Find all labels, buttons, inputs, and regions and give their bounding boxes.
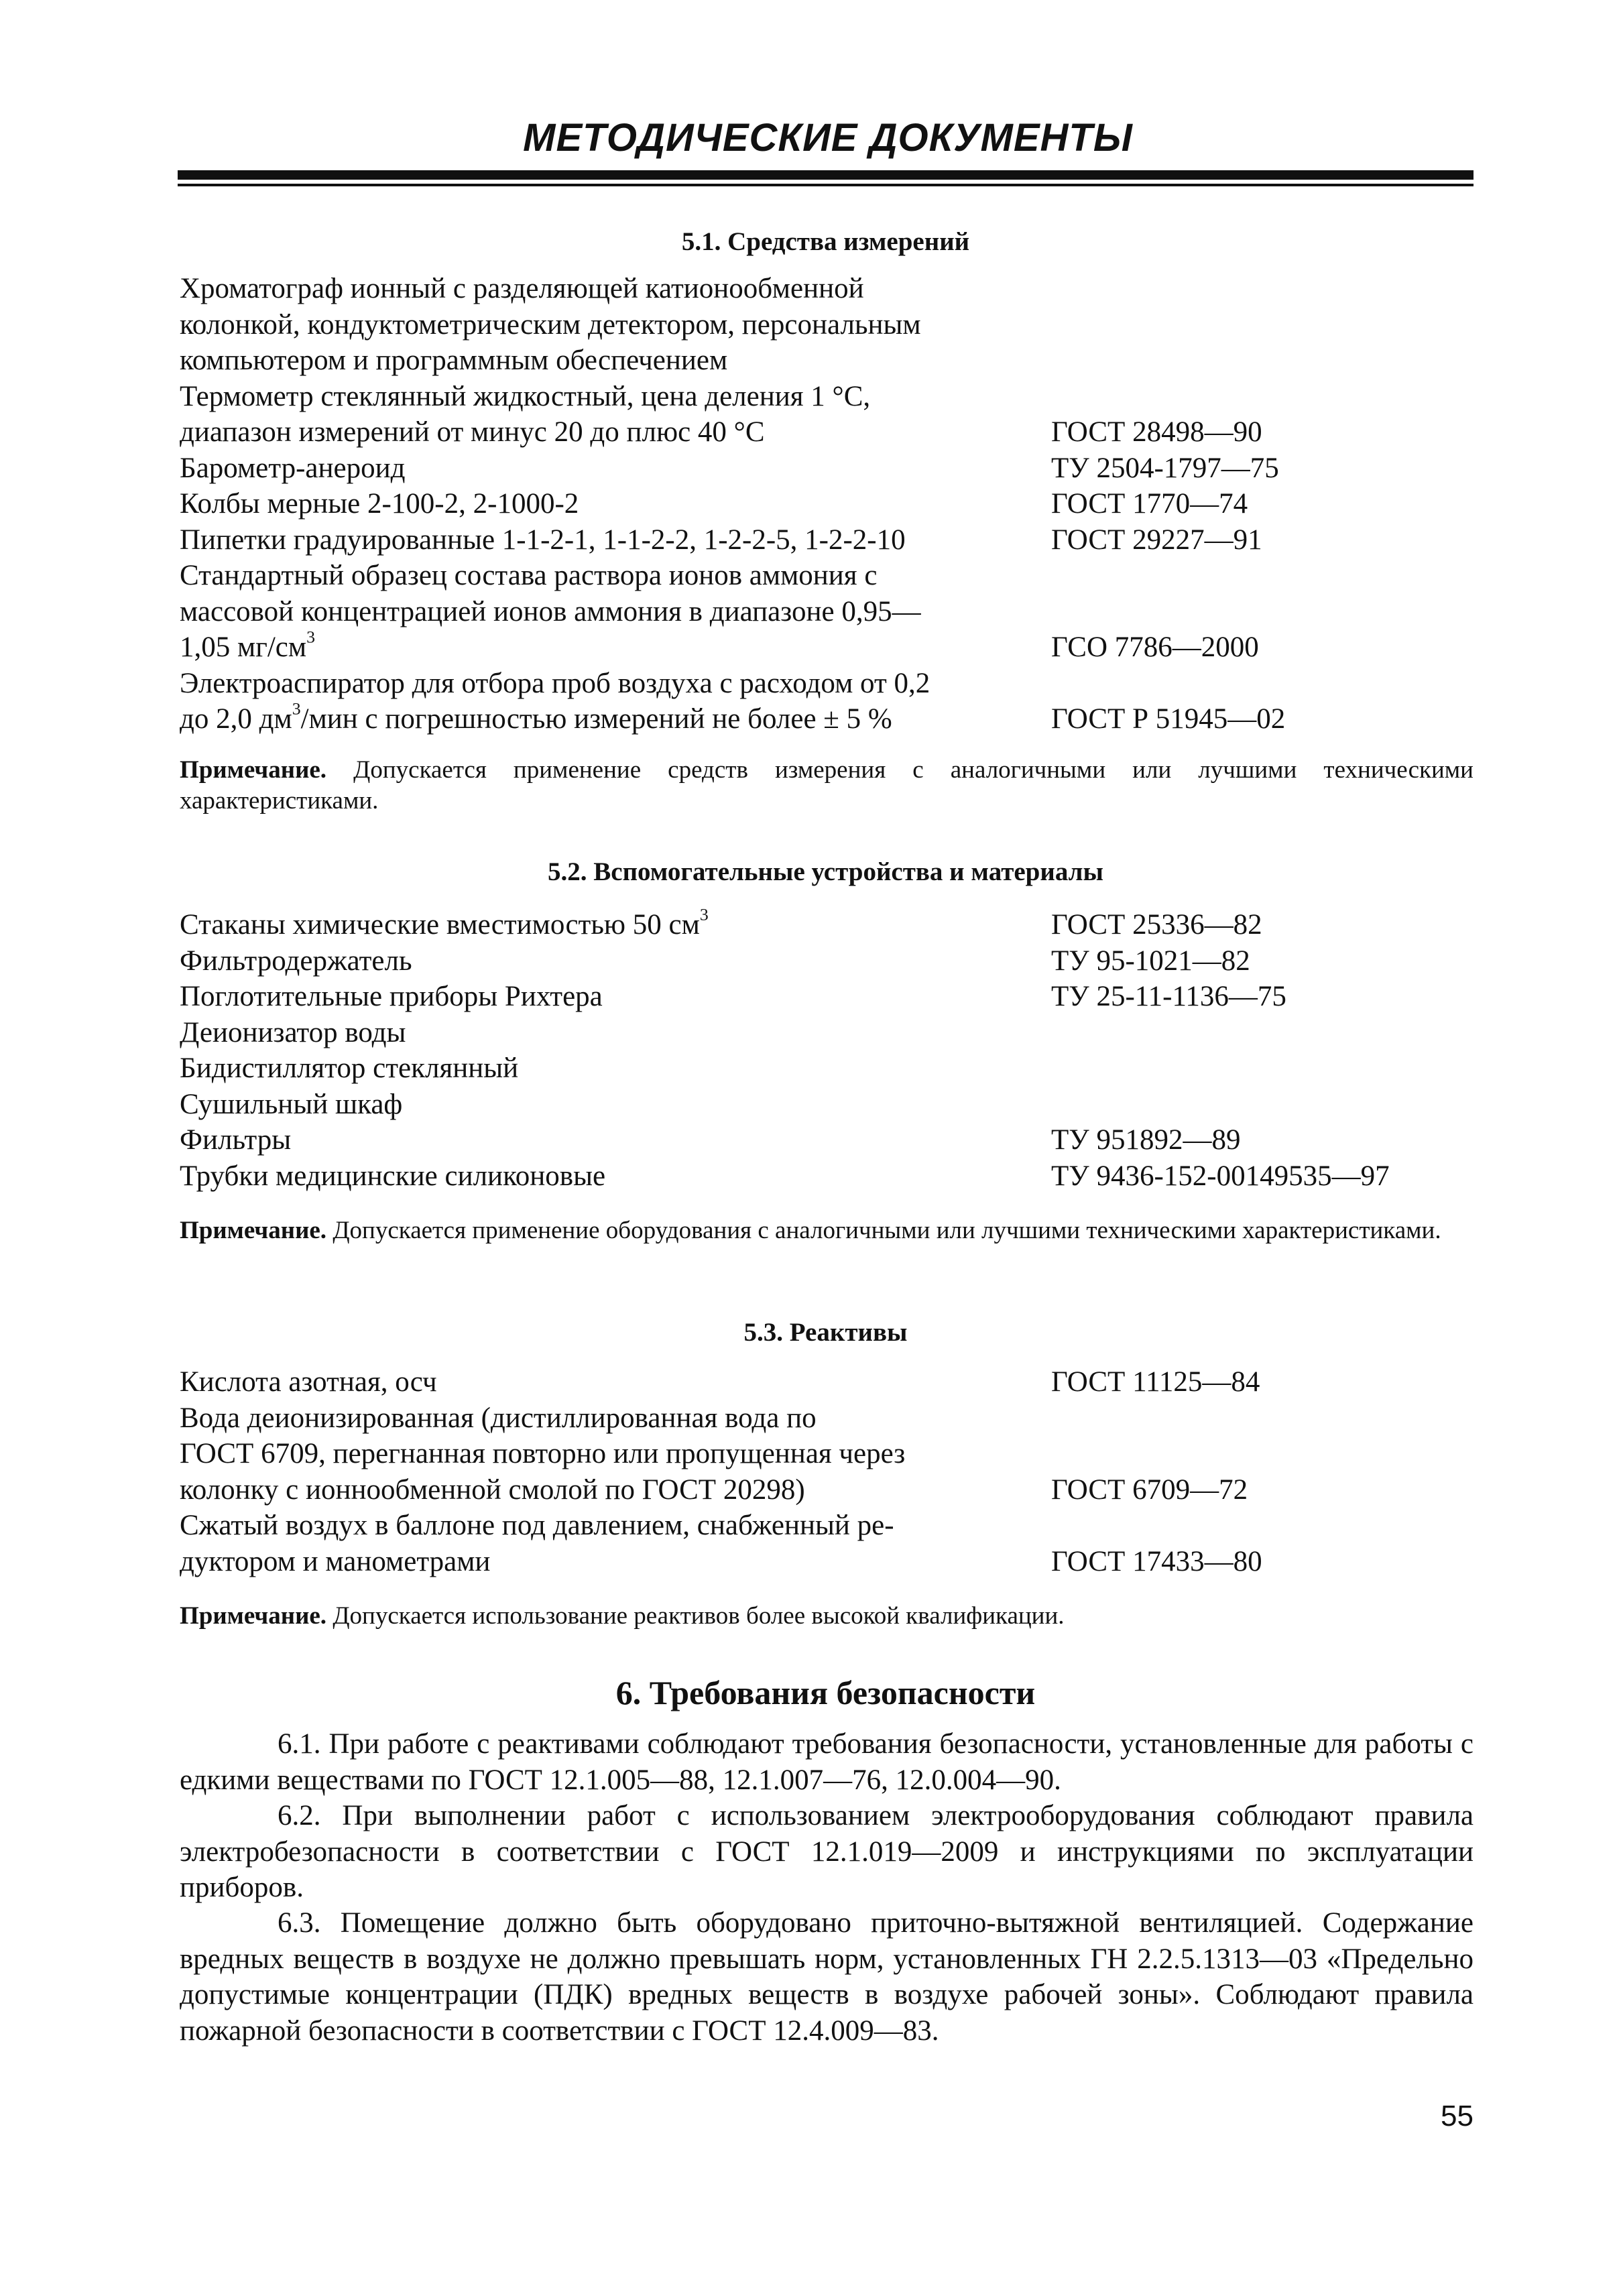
item-name: Фильтры <box>180 1124 292 1156</box>
section-5-1-note <box>180 755 1474 817</box>
item-name: Пипетки градуированные 1-1-2-1, 1-1-2-2, 1-2-2-5, 1-2-2-10 <box>180 524 906 556</box>
section-5-2-heading: 5.2. Вспомогательные устройства и материалы <box>548 857 1103 886</box>
item-ref: ГОСТ 17433—80 <box>1051 1545 1262 1577</box>
list-item <box>180 1087 1474 1123</box>
list-item <box>180 450 1474 487</box>
list-item <box>180 558 1474 666</box>
item-ref: ТУ 95-1021—82 <box>1051 945 1250 977</box>
list-item <box>180 522 1474 558</box>
note-label: Примечание. <box>180 756 327 784</box>
item-name: Сушильный шкаф <box>180 1088 403 1120</box>
list-item <box>180 666 1474 737</box>
list-item <box>180 1122 1474 1158</box>
item-name: Деионизатор воды <box>180 1016 406 1048</box>
item-name: Поглотительные приборы Рихтера <box>180 981 603 1012</box>
item-name: Термометр стеклянный жидкостный, цена деления 1 °С, диапазон измерений от минус 20 до плюс 40 °С <box>180 380 871 448</box>
item-name: Сжатый воздух в баллоне под давлением, снабженный ре- дуктором и манометрами <box>180 1510 894 1577</box>
item-ref: ГОСТ 29227—91 <box>1051 524 1262 556</box>
item-name-text: Стандартный образец состава раствора ионов аммония с массовой концентрацией ионов аммония в диапазоне 0,95— <box>180 560 921 627</box>
list-item <box>180 1050 1474 1087</box>
section-5-3-heading: 5.3. Реактивы <box>743 1318 908 1347</box>
list-item <box>180 979 1474 1015</box>
item-name-text: Стаканы химические вместимостью 50 см <box>180 909 700 941</box>
item-name: Трубки медицинские силиконовые <box>180 1160 606 1192</box>
item-ref: ГОСТ 25336—82 <box>1051 909 1262 941</box>
list-item <box>180 486 1474 522</box>
header-rule-thick <box>178 170 1474 180</box>
item-name: Кислота азотная, осч <box>180 1366 437 1398</box>
item-ref: ГОСТ Р 51945—02 <box>1051 703 1286 735</box>
list-item <box>180 1015 1474 1051</box>
list-item <box>180 943 1474 979</box>
item-ref: ГСО 7786—2000 <box>1051 631 1259 663</box>
item-name: Барометр-анероид <box>180 452 406 484</box>
section-5-1-list <box>180 271 1474 737</box>
item-name-tail-post: /мин с погрешностью измерений не более ± 5 % <box>300 703 892 735</box>
superscript: 3 <box>292 699 301 719</box>
item-ref: ТУ 25-11-1136—75 <box>1051 981 1286 1012</box>
item-name <box>180 558 1051 666</box>
note-text: Допускается применение оборудования с аналогичными или лучшими техническими характеристиками. <box>326 1217 1441 1244</box>
paragraph-6-2: 6.2. При выполнении работ с использованием электрооборудования соблюдают правила электробезопасности в соответствии с ГОСТ 12.1.019—2009 и инструкциями по эксплуатации приборов. <box>180 1800 1474 1903</box>
item-ref: ГОСТ 11125—84 <box>1051 1366 1260 1398</box>
item-name <box>180 666 1051 737</box>
item-ref: ТУ 9436-152-00149535—97 <box>1051 1160 1390 1192</box>
list-item <box>180 379 1474 450</box>
note-text: Допускается применение средств измерения с аналогичными или лучшими техническими характеристиками. <box>180 756 1474 814</box>
section-5-1-heading: 5.1. Средства измерений <box>681 227 970 256</box>
item-name: Колбы мерные 2-100-2, 2-1000-2 <box>180 488 579 520</box>
running-header-title: МЕТОДИЧЕСКИЕ ДОКУМЕНТЫ <box>523 116 1133 160</box>
superscript: 3 <box>306 627 315 647</box>
item-name: Хроматограф ионный с разделяющей катионообменной колонкой, кондуктометрическим детектором, персональным компьютером и программным обеспечением <box>180 273 921 376</box>
list-item <box>180 1508 1474 1579</box>
section-5-2-note <box>180 1215 1474 1246</box>
item-ref: ТУ 951892—89 <box>1051 1124 1241 1156</box>
item-ref: ГОСТ 6709—72 <box>1051 1473 1248 1506</box>
header-rule-thin <box>178 184 1474 186</box>
list-item <box>180 1158 1474 1195</box>
item-name: Вода деионизированная (дистиллированная вода по ГОСТ 6709, перегнанная повторно или пропущенная через колонку с ионнообменной смолой по ГОСТ 20298) <box>180 1402 906 1506</box>
item-name <box>180 904 1051 943</box>
list-item <box>180 1400 1474 1508</box>
item-ref: ГОСТ 28498—90 <box>1051 416 1262 448</box>
list-item <box>180 904 1474 943</box>
section-5-3-note <box>180 1601 1474 1632</box>
item-name-tail: 1,05 мг/см <box>180 631 307 663</box>
item-name-tail-pre: до 2,0 дм <box>180 703 292 735</box>
section-5-3-list <box>180 1364 1474 1579</box>
note-label: Примечание. <box>180 1602 327 1630</box>
superscript: 3 <box>699 904 709 924</box>
section-5-2-list <box>180 904 1474 1194</box>
item-name: Фильтродержатель <box>180 945 412 977</box>
list-item <box>180 1364 1474 1400</box>
page-number: 55 <box>1441 2100 1474 2132</box>
item-ref: ТУ 2504-1797—75 <box>1051 452 1279 484</box>
note-text: Допускается использование реактивов более высокой квалификации. <box>326 1602 1065 1630</box>
item-name-text: Электроаспиратор для отбора проб воздуха с расходом от 0,2 <box>180 667 930 699</box>
note-label: Примечание. <box>180 1217 327 1244</box>
item-ref: ГОСТ 1770—74 <box>1051 488 1248 520</box>
item-name: Бидистиллятор стеклянный <box>180 1052 519 1084</box>
section-6-heading: 6. Требования безопасности <box>615 1674 1036 1711</box>
paragraph-6-3: 6.3. Помещение должно быть оборудовано приточно-вытяжной вентиляцией. Содержание вредных веществ в воздухе не должно превышать норм, установленных ГН 2.2.5.1313—03 «Предельно допустимые концентрации (ПДК) вредных веществ в воздухе рабочей зоны». Соблюдают правила пожарной безопасности в соответствии с ГОСТ 12.4.009—83. <box>180 1907 1474 2047</box>
list-item <box>180 271 1474 379</box>
paragraph-6-1: 6.1. При работе с реактивами соблюдают требования безопасности, установленные для работы с едкими веществами по ГОСТ 12.1.005—88, 12.1.007—76, 12.0.004—90. <box>180 1728 1474 1796</box>
